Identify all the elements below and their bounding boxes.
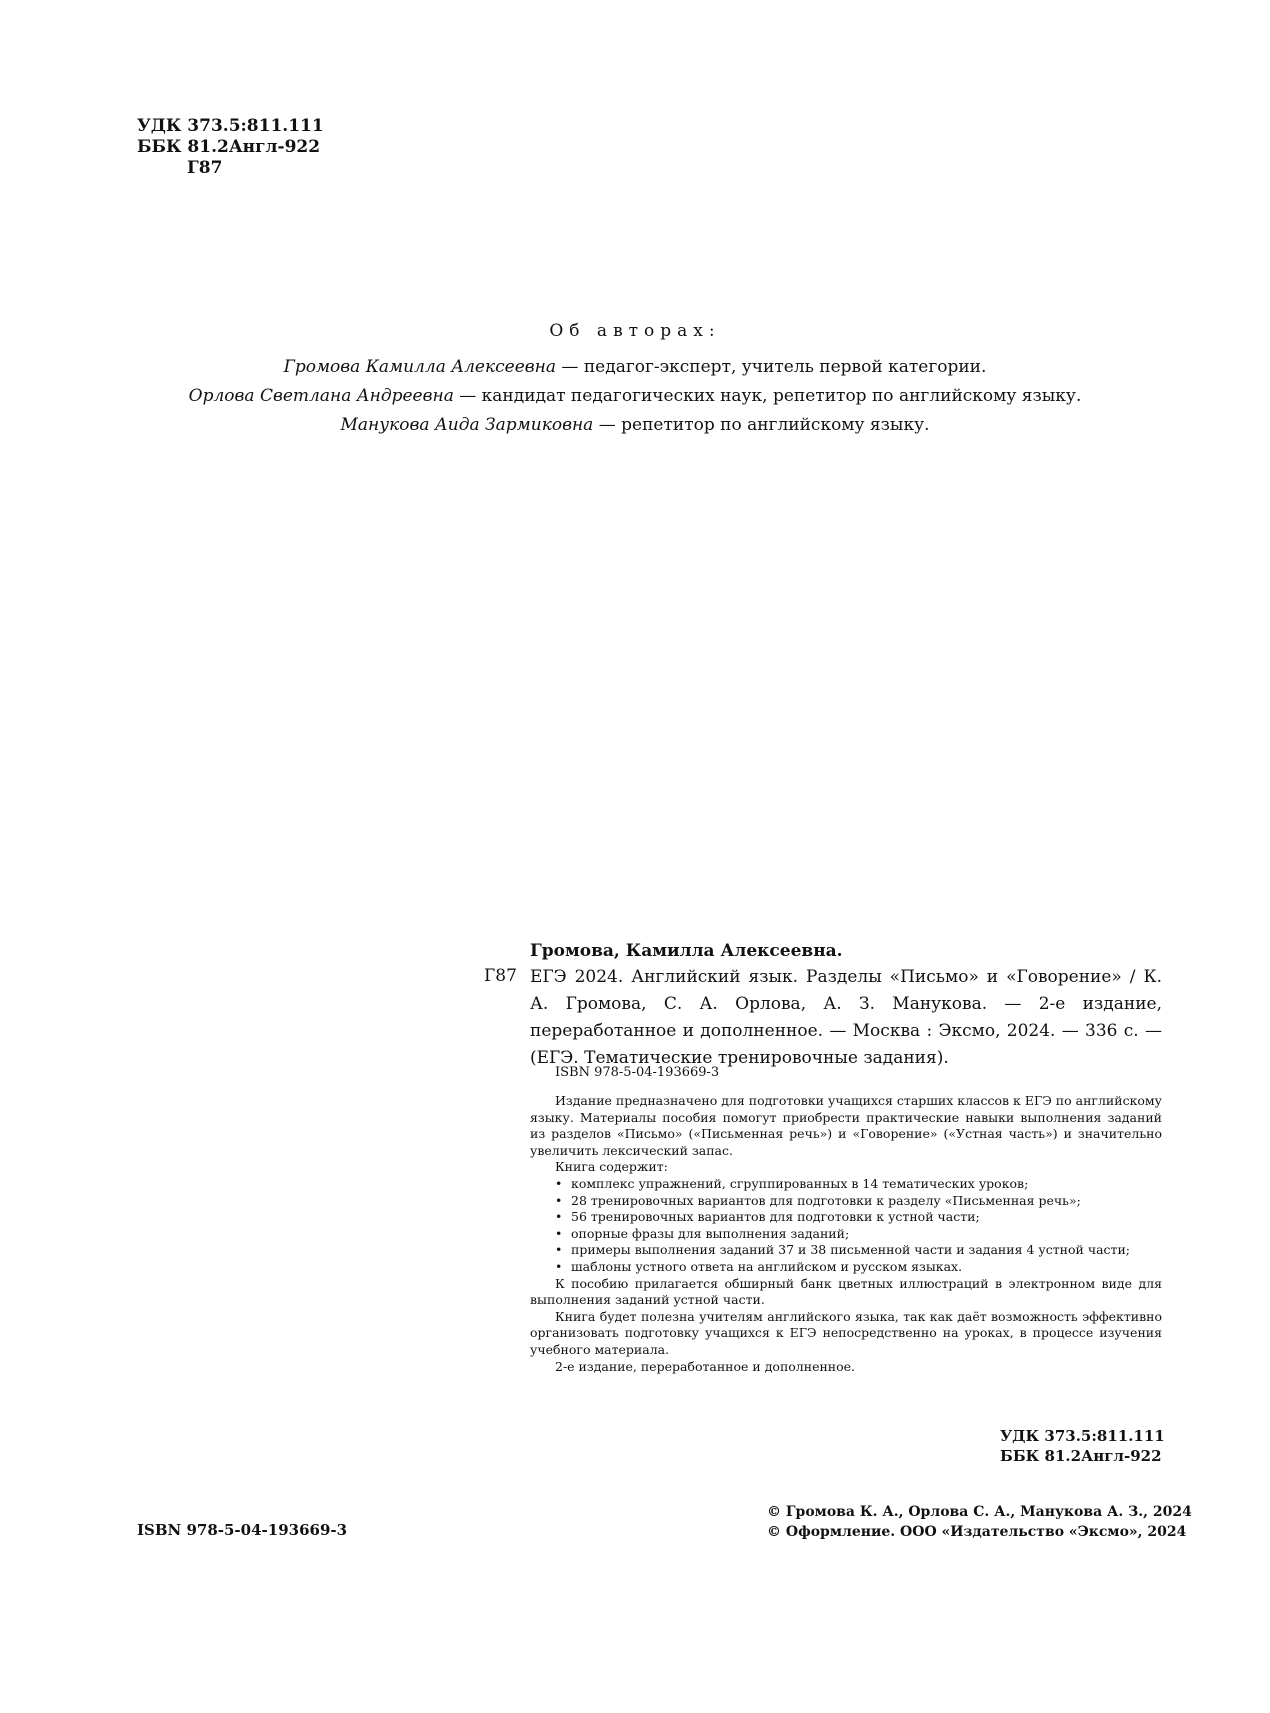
bibliographic-isbn: ISBN 978-5-04-193669-3 [555,1065,720,1080]
list-item: • 56 тренировочных вариантов для подготовки к устной части; [555,1209,980,1225]
contents-heading: Книга содержит: [555,1159,668,1175]
bibliographic-code: Г87 [484,966,517,986]
list-item: • комплекс упражнений, сгруппированных в 14 тематических уроков; [555,1175,1029,1191]
copyright-design: © Оформление. ООО «Издательство «Эксмо», 2024 [767,1524,1187,1540]
catalog-codes-top [137,116,324,179]
bibliographic-author: Громова, Камилла Алексеевна. [530,941,843,961]
author-desc: — педагог-эксперт, учитель первой категории. [556,357,987,377]
about-authors-heading: Об авторах: [549,321,721,341]
author-desc: — репетитор по английскому языку. [593,415,930,435]
bullet-icon: • [555,1225,563,1241]
list-item: • примеры выполнения заданий 37 и 38 письменной части и задания 4 устной части; [555,1242,1130,1258]
isbn-footer: ISBN 978-5-04-193669-3 [137,1521,348,1539]
annotation [530,1093,1162,1375]
bullet-icon: • [555,1258,563,1274]
author-line-1 [60,357,1210,377]
copyright-block [767,1502,1192,1542]
author-name: Орлова Светлана Андреевна [188,386,454,406]
author-line-3 [60,415,1210,435]
bbk-code: ББК 81.2Англ-922 [1000,1447,1162,1465]
bullet-icon: • [555,1175,563,1191]
annotation-bonus: К пособию прилагается обширный банк цветных иллюстраций в электронном виде для выполнения заданий устной части. [530,1275,1162,1308]
author-name: Манукова Аида Зармиковна [340,415,594,435]
author-name: Громова Камилла Алексеевна [283,357,557,377]
contents-list [530,1176,1162,1276]
bibliographic-description: ЕГЭ 2024. Английский язык. Разделы «Письмо» и «Говорение» / К. А. Громова, С. А. Орлова, А. З. Манукова. — 2-е издание, переработанное и дополненное. — Москва : Эксмо, 2024. — 336 с. — (ЕГЭ. Тематические тренировочные задания). [530,967,1162,1068]
catalog-codes-bottom [1000,1426,1165,1466]
list-item: • шаблоны устного ответа на английском и русском языках. [555,1258,963,1274]
author-mark: Г87 [187,158,223,178]
bullet-icon: • [555,1209,563,1225]
annotation-usefulness: Книга будет полезна учителям английского языка, так как даёт возможность эффективно организовать подготовку учащихся к ЕГЭ непосредственно на уроках, в процессе изучения учебного материала. [530,1308,1162,1357]
udk-code: УДК 373.5:811.111 [137,116,324,136]
author-desc: — кандидат педагогических наук, репетитор по английскому языку. [453,386,1082,406]
author-line-2 [60,386,1210,406]
bullet-icon: • [555,1242,563,1258]
copyright-authors: © Громова К. А., Орлова С. А., Манукова А. З., 2024 [767,1504,1192,1520]
bullet-icon: • [555,1192,563,1208]
list-item: • опорные фразы для выполнения заданий; [555,1225,850,1241]
annotation-intro: Издание предназначено для подготовки учащихся старших классов к ЕГЭ по английскому языку. Материалы пособия помогут приобрести практические навыки выполнения заданий из разделов «Письмо» («Письменная речь») и «Говорение» («Устная часть») и значительно увеличить лексический запас. [530,1093,1162,1158]
annotation-edition: 2-е издание, переработанное и дополненное. [555,1358,856,1374]
udk-code: УДК 373.5:811.111 [1000,1427,1165,1445]
list-item: • 28 тренировочных вариантов для подготовки к разделу «Письменная речь»; [555,1192,1081,1208]
bbk-code: ББК 81.2Англ-922 [137,137,321,157]
